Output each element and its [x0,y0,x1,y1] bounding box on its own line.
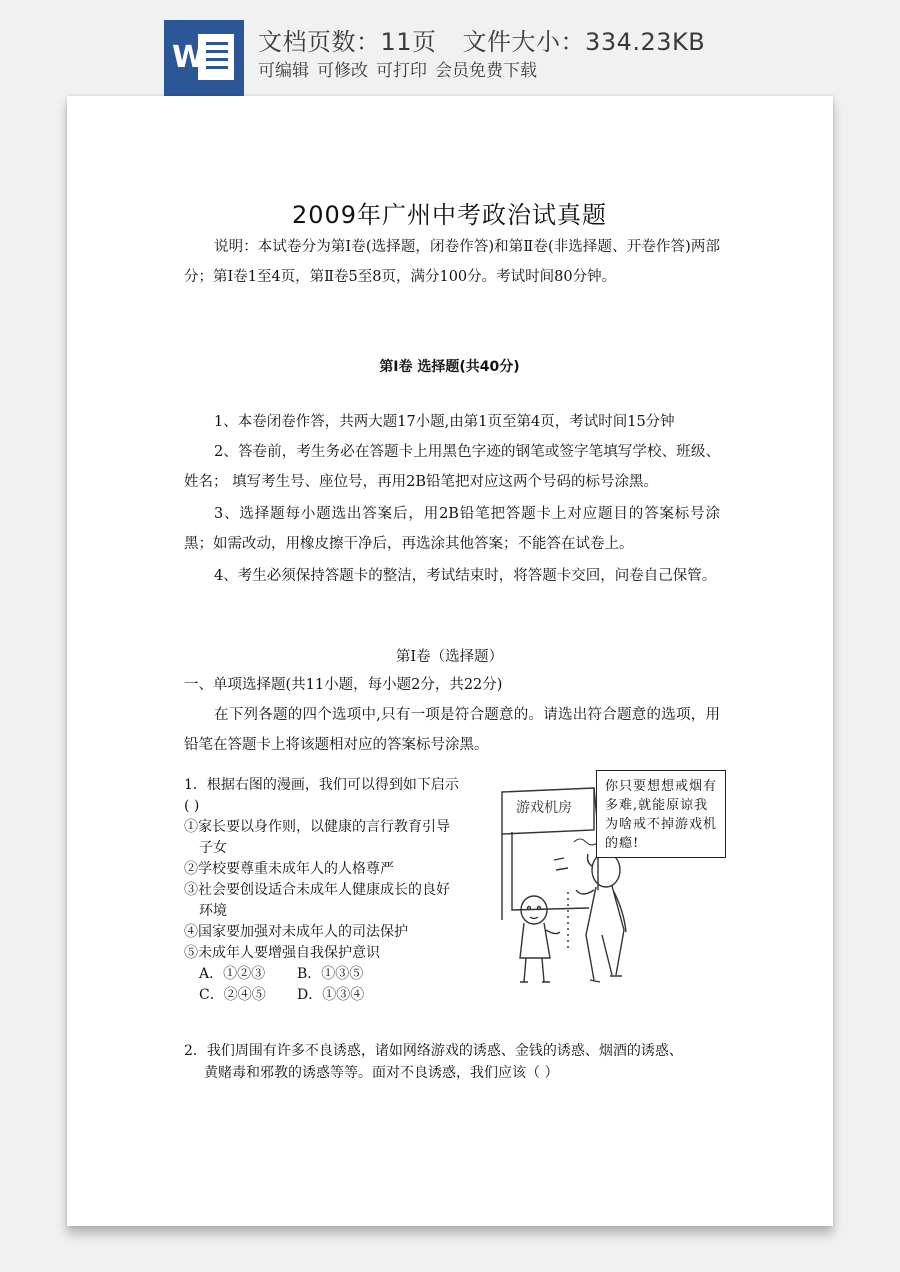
word-document-icon: W [164,20,244,96]
document-title: 2009年广州中考政治试真题 [291,201,608,229]
statement-3-cont: 环境 [199,903,227,919]
question-1 [184,775,494,1006]
question-2 [184,1040,729,1084]
answer-blank: ( ) [184,798,200,814]
question-stem: 1．根据右图的漫画，我们可以得到如下启示 [184,777,459,793]
option-c: C．②④⑤ [199,987,266,1003]
statement-4: ④国家要加强对未成年人的司法保护 [184,924,408,940]
statement-2: ②学校要尊重未成年人的人格尊严 [184,861,394,877]
feature-list [258,56,537,81]
feature-free-download: 会员免费下载 [435,61,537,81]
question-2-line-2: 黄赌毒和邪教的诱惑等等。面对不良诱惑，我们应该（ ） [204,1065,559,1081]
statement-3: ③社会要创设适合未成年人健康成长的良好 [184,882,450,898]
file-size: 文件大小：334.23KB [462,28,706,56]
speech-bubble: 你只要想想戒烟有多难,就能原谅我为啥戒不掉游戏机的瘾! [596,770,726,858]
cartoon-sign: 游戏机房 [516,800,572,816]
section-heading: 第Ⅰ卷 选择题(共40分) [379,359,520,375]
section-subheading: 第Ⅰ卷（选择题） [395,649,504,665]
note-1: 1、本卷闭卷作答，共两大题17小题,由第1页至第4页，考试时间15分钟 [214,414,675,430]
part-heading: 一、单项选择题(共11小题，每小题2分，共22分) [184,677,503,693]
exam-instructions: 说明：本试卷分为第Ⅰ卷(选择题，闭卷作答)和第Ⅱ卷(非选择题、开卷作答)两部分；第Ⅰ卷1至4页，第Ⅱ卷5至8页，满分100分。考试时间80分钟。 [184,239,720,285]
statement-1: ①家长要以身作则，以健康的言行教育引导 [184,819,450,835]
note-2: 2、答卷前，考生务必在答题卡上用黑色字迹的钢笔或签字笔填写学校、班级、姓名； 填写考生号、座位号，再用2B铅笔把对应这两个号码的标号涂黑。 [184,444,720,490]
option-a: A．①②③ [199,966,266,982]
note-3: 3、选择题每小题选出答案后，用2B铅笔把答题卡上对应题目的答案标号涂黑；如需改动，用橡皮擦干净后，再选涂其他答案；不能答在试卷上。 [184,506,720,552]
feature-editable: 可编辑 [258,61,309,81]
feature-modifiable: 可修改 [317,61,368,81]
feature-printable: 可打印 [376,61,427,81]
page-count: 文档页数：11页 [258,28,437,56]
question-2-line-1: 2．我们周围有许多不良诱惑，诸如网络游戏的诱惑、金钱的诱惑、烟酒的诱惑、 [184,1043,683,1059]
note-4: 4、考生必须保持答题卡的整洁，考试结束时，将答题卡交回，问卷自己保管。 [214,568,717,584]
options-row-1 [184,964,494,985]
option-d: D．①③④ [297,987,365,1003]
file-meta [258,22,705,57]
download-header [0,0,900,96]
statement-5: ⑤未成年人要增强自我保护意识 [184,945,380,961]
option-b: B．①③⑤ [297,966,364,982]
options-row-2 [184,985,494,1006]
part-instructions: 在下列各题的四个选项中,只有一项是符合题意的。请选出符合题意的选项，用铅笔在答题卡上将该题相对应的答案标号涂黑。 [184,707,720,753]
statement-1-cont: 子女 [199,840,227,856]
